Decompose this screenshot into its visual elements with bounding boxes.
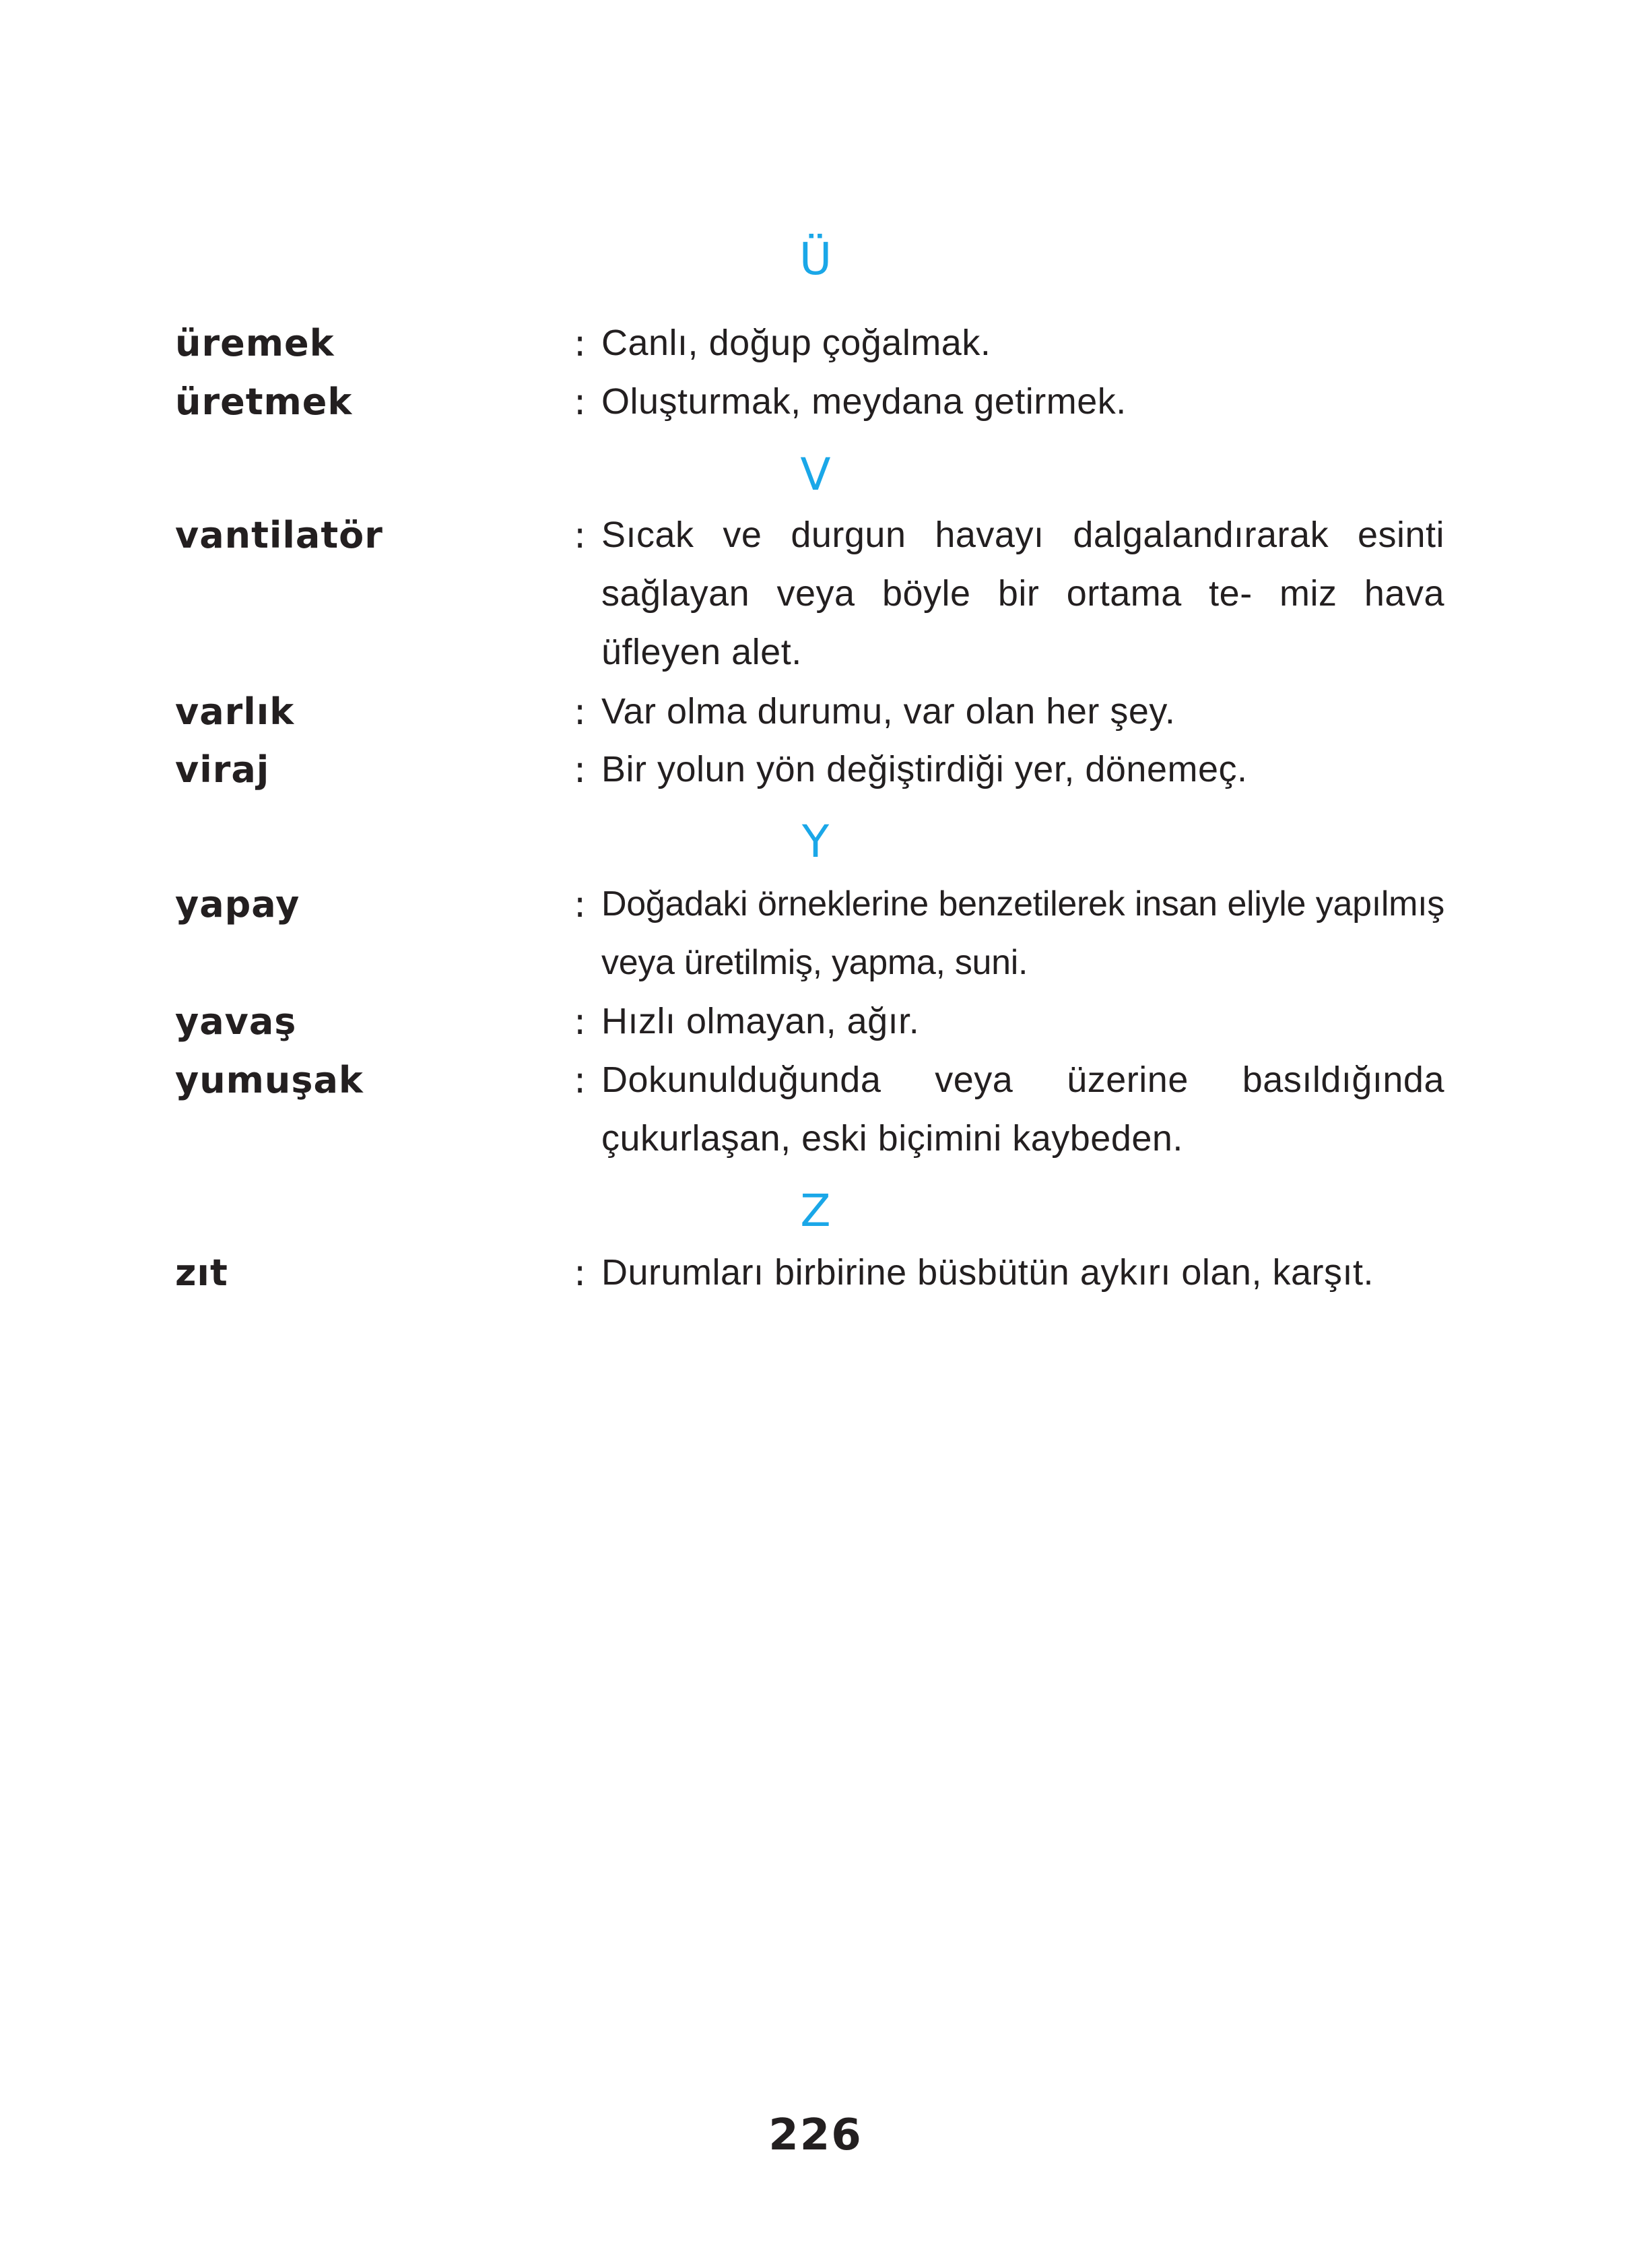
- separator: :: [574, 883, 587, 926]
- definition: Durumları birbirine büsbütün aykırı olan, karşıt.: [601, 1252, 1374, 1293]
- separator: :: [574, 1252, 587, 1294]
- page-number: 226: [768, 2110, 863, 2160]
- definition: Doğadaki örneklerine benzetilerek insan eliyle yapılmış veya üretilmiş, yapma, suni.: [601, 884, 1444, 982]
- headword: üremek: [175, 322, 335, 364]
- headword: yapay: [175, 883, 300, 926]
- definition: Dokunulduğunda veya üzerine basıldığında çukurlaşan, eski biçimini kaybeden.: [601, 1060, 1444, 1159]
- section-letter-v: V: [800, 449, 831, 500]
- definition: Bir yolun yön değiştirdiği yer, dönemeç.: [601, 749, 1248, 789]
- separator: :: [574, 514, 587, 556]
- section-letter-y: Y: [801, 816, 830, 868]
- headword: yavaş: [175, 1000, 297, 1043]
- section-letter-u-umlaut: Ü: [799, 233, 832, 285]
- headword: yumuşak: [175, 1059, 364, 1101]
- definition: Sıcak ve durgun havayı dalgalandırarak esinti sağlayan veya böyle bir ortama te- miz hava üfleyen alet.: [601, 515, 1444, 672]
- headword: viraj: [175, 748, 270, 791]
- separator: :: [574, 322, 587, 364]
- separator: :: [574, 1000, 587, 1043]
- separator: :: [574, 381, 587, 423]
- headword: üretmek: [175, 381, 353, 423]
- definition: Hızlı olmayan, ağır.: [601, 1001, 920, 1041]
- separator: :: [574, 690, 587, 733]
- headword: vantilatör: [175, 514, 383, 556]
- headword: zıt: [175, 1252, 228, 1294]
- definition: Oluşturmak, meydana getirmek.: [601, 381, 1127, 422]
- separator: :: [574, 748, 587, 791]
- headword: varlık: [175, 690, 295, 733]
- separator: :: [574, 1059, 587, 1101]
- definition: Canlı, doğup çoğalmak.: [601, 323, 991, 363]
- definition: Var olma durumu, var olan her şey.: [601, 691, 1176, 732]
- section-letter-z: Z: [800, 1185, 831, 1237]
